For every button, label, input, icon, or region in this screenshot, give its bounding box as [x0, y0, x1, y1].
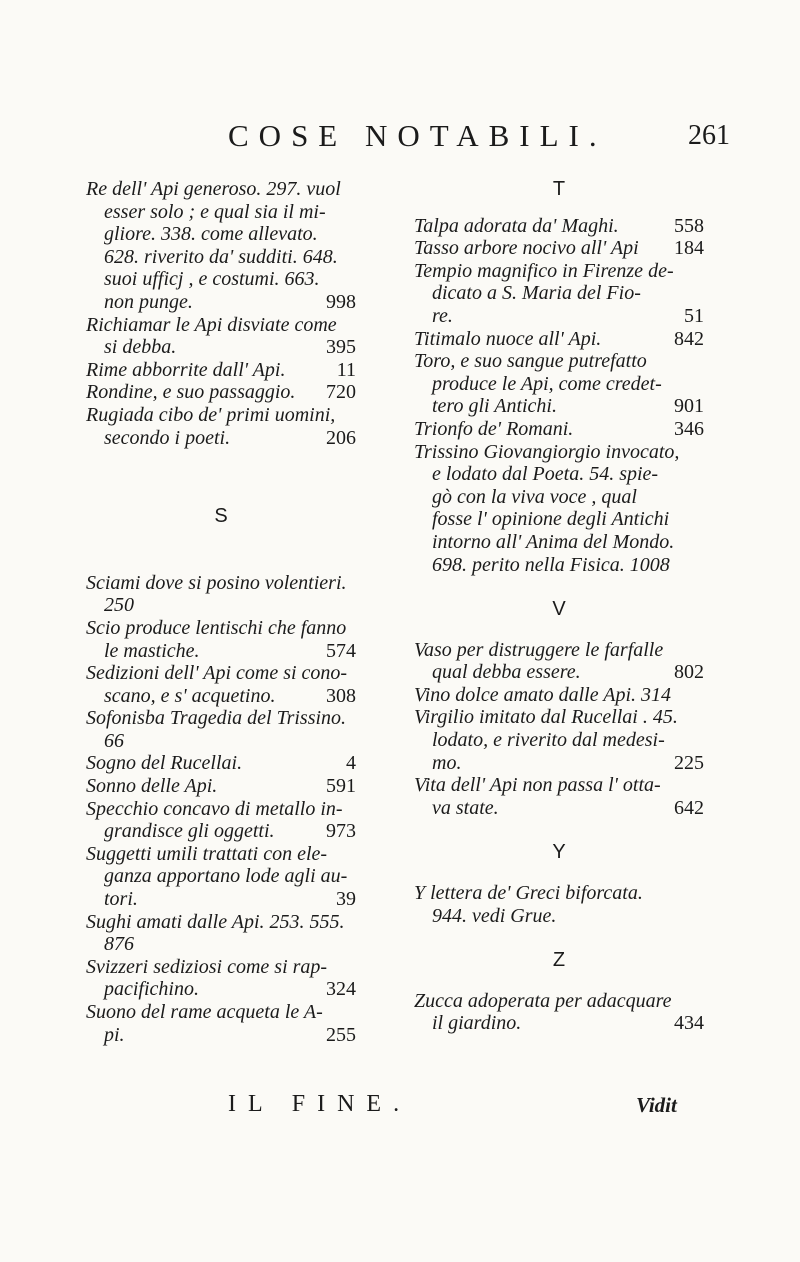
- index-page-reference: 206: [326, 426, 356, 449]
- index-entry-line: dicato a S. Maria del Fio-: [432, 282, 641, 305]
- index-entry-line: Y lettera de' Greci biforcata.: [414, 882, 643, 905]
- index-entry: [86, 843, 356, 911]
- index-entry-line: 944. vedi Grue.: [432, 904, 557, 927]
- imprimatur-text: Vidit: [636, 1093, 677, 1117]
- index-entry-line: produce le Api, come credet-: [432, 372, 662, 395]
- index-entry-line: Svizzeri sediziosi come si rap-: [86, 955, 328, 978]
- index-page-reference: 51: [684, 304, 704, 327]
- index-entry: [86, 662, 356, 707]
- index-entry-line: 698. perito nella Fisica. 1008: [432, 553, 670, 576]
- index-page-reference: 324: [326, 978, 356, 1001]
- index-entry-line: pacifichino.: [104, 978, 199, 1001]
- index-entry-line: Vino dolce amato dalle Api. 314: [414, 683, 672, 706]
- index-entry-line: 876: [104, 933, 134, 956]
- index-page-reference: 11: [336, 358, 356, 381]
- index-entry-line: pi.: [104, 1023, 125, 1046]
- index-entry: [414, 260, 704, 328]
- index-entry-line: Trionfo de' Romani.: [414, 417, 574, 440]
- end-text: IL FINE.: [228, 1091, 412, 1117]
- index-entry-line: Specchio concavo di metallo in-: [86, 797, 343, 820]
- index-entry-line: Scio produce lentischi che fanno: [86, 616, 347, 639]
- index-column-left: [86, 178, 356, 1046]
- index-entry-line: Rondine, e suo passaggio.: [86, 381, 296, 404]
- index-entry-line: fosse l' opinione degli Antichi: [432, 508, 670, 531]
- index-entry-line: re.: [432, 304, 453, 327]
- index-entry: [414, 639, 704, 684]
- index-entry-line: qual debba essere.: [432, 661, 581, 684]
- index-page-reference: 720: [326, 381, 356, 404]
- index-page-reference: 998: [326, 290, 356, 313]
- index-entry: [86, 617, 356, 662]
- letter-heading-y: Y: [552, 841, 566, 864]
- index-entry-line: Rime abborrite dall' Api.: [86, 358, 286, 381]
- index-entry-line: Zucca adoperata per adacquare: [414, 989, 672, 1012]
- index-entry-line: Vita dell' Api non passa l' otta-: [414, 774, 661, 797]
- index-page-reference: 4: [346, 752, 356, 775]
- index-entry-line: lodato, e riverito dal medesi-: [432, 729, 665, 752]
- index-page-reference: 558: [674, 214, 704, 237]
- index-entry-line: secondo i poeti.: [104, 426, 231, 449]
- index-entry-line: mo.: [432, 751, 462, 774]
- index-entry: [86, 775, 356, 798]
- entries-letter-t: [414, 215, 704, 577]
- index-entry-line: Sciami dove si posino volentieri.: [86, 571, 347, 594]
- index-page-reference: 346: [674, 417, 704, 440]
- entries-letter-r: [86, 178, 356, 449]
- index-entry-line: intorno all' Anima del Mondo.: [432, 530, 675, 553]
- index-entry-line: Tempio magnifico in Firenze de-: [414, 259, 674, 282]
- index-page-reference: 395: [326, 336, 356, 359]
- index-entry-line: Richiamar le Api disviate come: [86, 313, 337, 336]
- index-entry-line: Tasso arbore nocivo all' Api: [414, 237, 639, 260]
- letter-heading-s: S: [214, 505, 228, 528]
- index-entry-line: tero gli Antichi.: [432, 395, 557, 418]
- index-page-reference: 802: [674, 661, 704, 684]
- running-title: COSE NOTABILI.: [228, 118, 607, 153]
- index-entry: [414, 990, 704, 1035]
- index-entry-line: si debba.: [104, 336, 177, 359]
- index-entry: [414, 882, 704, 927]
- letter-heading-t: T: [552, 178, 566, 200]
- index-entry-line: Suono del rame acqueta le A-: [86, 1001, 323, 1023]
- index-page-reference: 225: [674, 751, 704, 774]
- index-entry: [86, 911, 356, 956]
- index-entry: [86, 1001, 356, 1046]
- index-entry-line: Talpa adorata da' Maghi.: [414, 214, 619, 237]
- index-entry: [86, 956, 356, 1001]
- index-entry-line: esser solo ; e qual sia il mi-: [104, 200, 326, 223]
- index-page-reference: 39: [336, 888, 356, 911]
- index-entry: [414, 418, 704, 441]
- index-entry: [414, 441, 704, 577]
- index-page-reference: 434: [674, 1012, 704, 1035]
- index-entry: [86, 798, 356, 843]
- index-entry-line: Titimalo nuoce all' Api.: [414, 327, 602, 350]
- index-entry: [414, 350, 704, 418]
- index-entry-line: ganza apportano lode agli au-: [104, 865, 348, 888]
- index-entry-line: Sogno del Rucellai.: [86, 752, 243, 775]
- index-page-reference: 184: [674, 237, 704, 260]
- index-entry-line: Virgilio imitato dal Rucellai . 45.: [414, 706, 678, 729]
- index-entry: [86, 381, 356, 404]
- index-page-reference: 574: [326, 639, 356, 662]
- index-column-right: [414, 178, 704, 1035]
- letter-heading-z: Z: [552, 949, 566, 972]
- index-page-reference: 901: [674, 395, 704, 418]
- index-entry-line: Trissino Giovangiorgio invocato,: [414, 440, 680, 463]
- index-entry-line: scano, e s' acquetino.: [104, 684, 276, 707]
- index-entry-line: Sonno delle Api.: [86, 775, 218, 798]
- index-entry-line: il giardino.: [432, 1012, 522, 1035]
- index-entry: [414, 774, 704, 819]
- index-entry: [414, 684, 704, 707]
- page-number: 261: [688, 120, 730, 151]
- index-entry-line: 250: [104, 594, 134, 617]
- index-entry: [414, 328, 704, 351]
- index-entry-line: Re dell' Api generoso. 297. vuol: [86, 178, 341, 200]
- index-entry: [86, 572, 356, 617]
- index-page-reference: 255: [326, 1023, 356, 1046]
- entries-letter-s: [86, 572, 356, 1046]
- index-entry-line: gliore. 338. come allevato.: [104, 223, 318, 246]
- index-entry: [414, 706, 704, 774]
- index-entry-line: suoi ufficj , e costumi. 663.: [104, 268, 320, 291]
- letter-heading-v: V: [552, 598, 566, 621]
- index-entry: [86, 707, 356, 752]
- entries-letter-z: [414, 990, 704, 1035]
- index-page-reference: 642: [674, 796, 704, 819]
- index-entry: [86, 404, 356, 449]
- index-entry: [86, 752, 356, 775]
- index-page-reference: 973: [326, 820, 356, 843]
- index-entry-line: grandisce gli oggetti.: [104, 820, 275, 843]
- index-entry-line: 628. riverito da' sudditi. 648.: [104, 245, 338, 268]
- index-page-reference: 591: [326, 775, 356, 798]
- index-entry: [86, 314, 356, 359]
- index-entry-line: Sughi amati dalle Api. 253. 555.: [86, 910, 345, 933]
- index-entry-line: le mastiche.: [104, 639, 200, 662]
- index-entry-line: Rugiada cibo de' primi uomini,: [86, 403, 336, 426]
- index-entry-line: e lodato dal Poeta. 54. spie-: [432, 463, 659, 486]
- index-entry-line: gò con la viva voce , qual: [432, 485, 637, 508]
- index-entry: [414, 237, 704, 260]
- index-entry-line: Suggetti umili trattati con ele-: [86, 842, 328, 865]
- index-entry: [86, 359, 356, 382]
- index-page-reference: 842: [674, 327, 704, 350]
- index-entry-line: va state.: [432, 796, 499, 819]
- entries-letter-y: [414, 882, 704, 927]
- index-entry: [414, 215, 704, 238]
- index-entry-line: Sedizioni dell' Api come si cono-: [86, 662, 348, 685]
- index-entry-line: Vaso per distruggere le farfalle: [414, 638, 664, 661]
- index-entry-line: 66: [104, 729, 124, 752]
- index-entry-line: tori.: [104, 888, 138, 911]
- index-entry-line: non punge.: [104, 290, 193, 313]
- index-entry: [86, 178, 356, 314]
- entries-letter-v: [414, 639, 704, 820]
- index-entry-line: Toro, e suo sangue putrefatto: [414, 350, 647, 373]
- index-entry-line: Sofonisba Tragedia del Trissino.: [86, 707, 347, 730]
- index-page-reference: 308: [326, 684, 356, 707]
